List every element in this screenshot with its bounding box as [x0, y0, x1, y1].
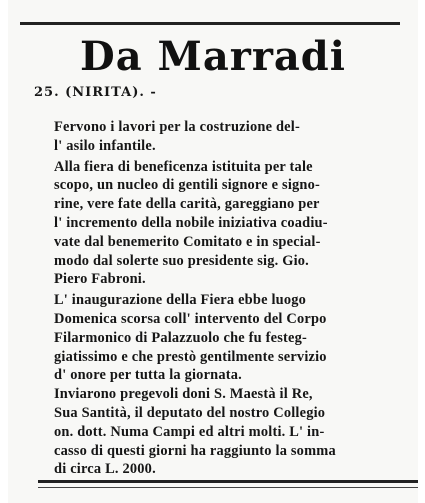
newspaper-clipping: [8, 0, 418, 503]
bottom-rule: [38, 480, 418, 483]
text-line: l' incremento della nobile iniziativa coadiu-: [54, 214, 328, 231]
text-line: vate dal benemerito Comitato e in special-: [54, 233, 321, 250]
paragraph-2: [54, 158, 418, 290]
top-rule: [20, 22, 400, 25]
text-line: Filarmonico di Palazzuolo che fu festeg-: [54, 329, 307, 346]
article-dateline: 25. (NIRITA). -: [34, 85, 157, 100]
text-line: Alla fiera di beneficenza istituita per tale: [54, 158, 313, 175]
text-line: Fervono i lavori per la costruzione del-: [54, 119, 300, 135]
text-line: Sua Santità, il deputato del nostro Collegio: [54, 404, 326, 421]
text-line: Inviarono pregevoli doni S. Maestà il Re,: [54, 386, 313, 403]
bottom-rule-thin: [38, 487, 418, 488]
text-line: L' inaugurazione della Fiera ebbe luogo: [54, 292, 307, 309]
text-line: rine, vere fate della carità, gareggiano per: [54, 196, 320, 213]
text-line: Domenica scorsa coll' intervento del Corpo: [54, 310, 327, 327]
paragraph-1: [54, 118, 418, 156]
text-line: giatissimo e che prestò gentilmente servizio: [54, 348, 327, 365]
text-line: scopo, un nucleo di gentili signore e signo-: [54, 177, 320, 194]
article-title: Da Marradi: [80, 33, 346, 80]
article-body: [54, 118, 418, 479]
text-line: l' asilo infantile.: [54, 137, 156, 154]
text-line: di circa L. 2000.: [54, 461, 156, 478]
text-line: Piero Fabroni.: [54, 271, 146, 288]
text-line: casso di questi giorni ha raggiunto la somma: [54, 442, 336, 459]
text-line: on. dott. Numa Campi ed altri molti. L' in-: [54, 423, 325, 440]
text-line: d' onore per tutta la giornata.: [54, 367, 242, 384]
paragraph-3: [54, 291, 418, 479]
text-line: modo dal solerte suo presidente sig. Gio.: [54, 252, 309, 269]
